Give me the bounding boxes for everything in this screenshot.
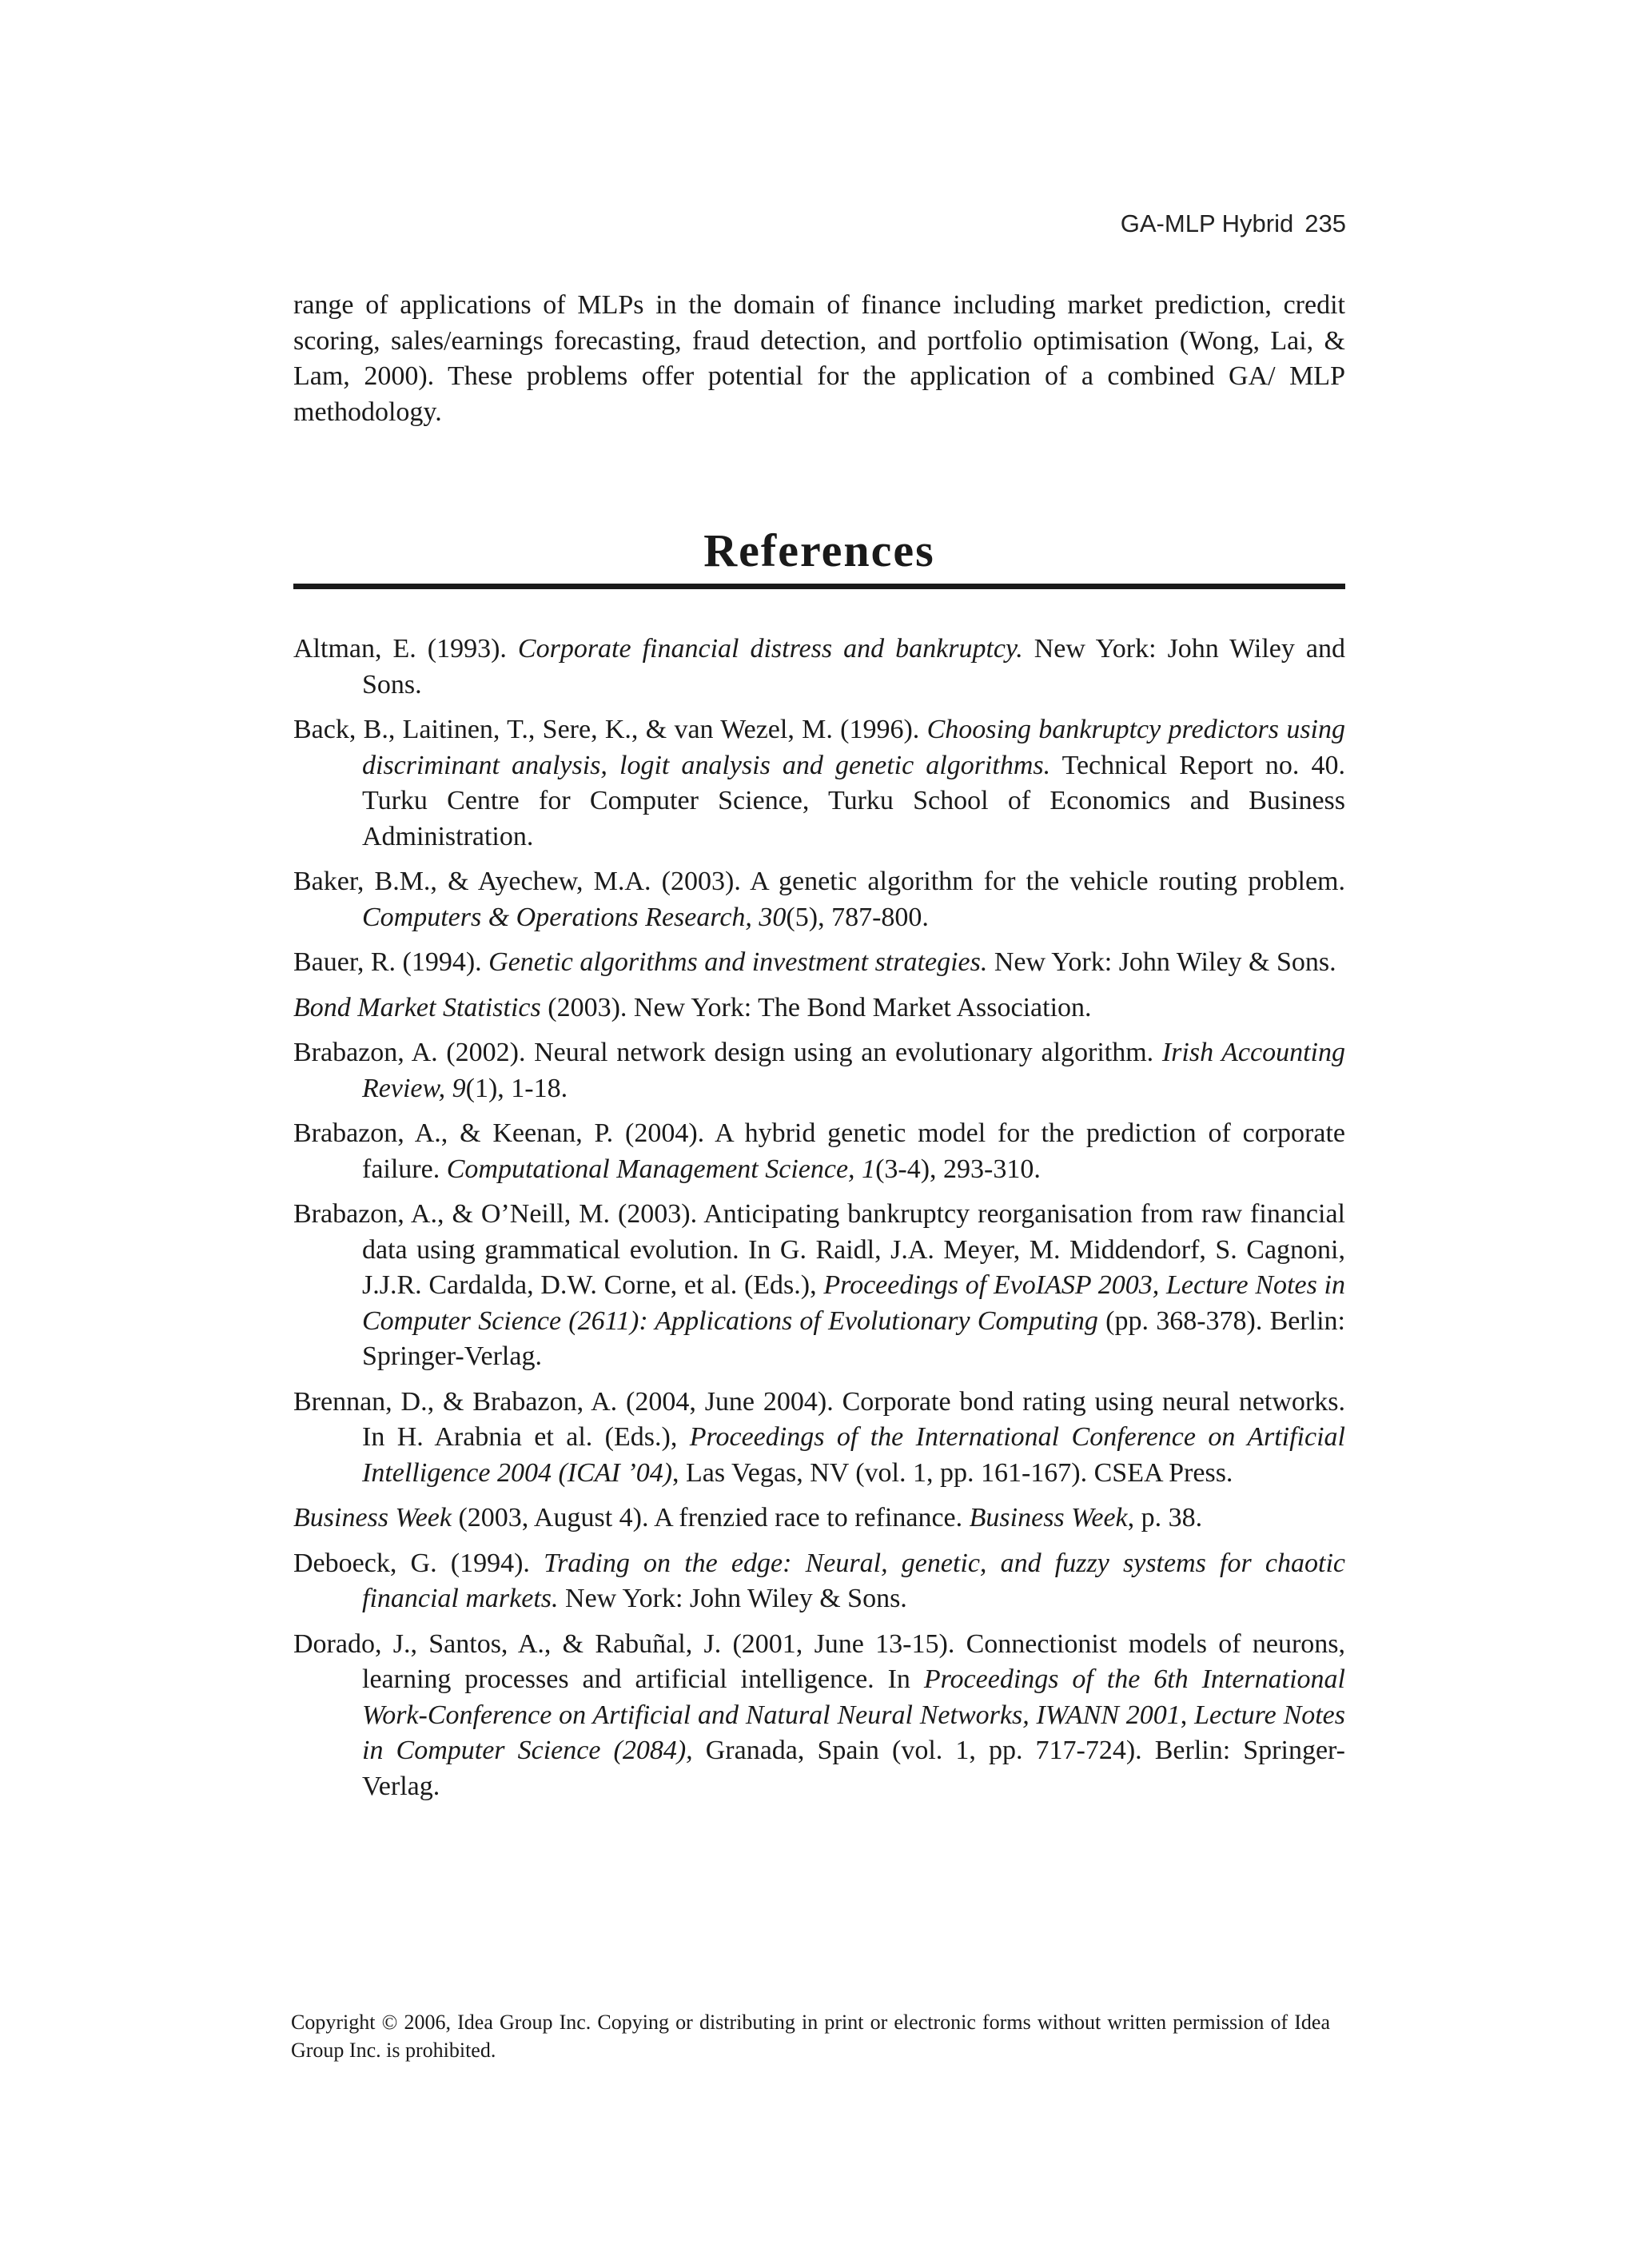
- intro-paragraph: range of applications of MLPs in the domain of finance including market prediction, credit scoring, sales/earnings forecasting, fraud detection, and portfolio optimisation (Wong, Lai, & Lam, 2000). These problems offer potential for the application of a combined GA/ MLP methodology.: [293, 290, 1345, 427]
- reference-item: Bauer, R. (1994). Genetic algorithms and investment strategies. New York: John Wiley & Sons.: [293, 947, 1336, 977]
- reference-item: Business Week (2003, August 4). A frenzied race to refinance. Business Week, p. 38.: [293, 1503, 1203, 1533]
- copyright-notice: Copyright © 2006, Idea Group Inc. Copying or distributing in print or electronic forms without written permission of Idea Group Inc. is prohibited.: [291, 2011, 1330, 2062]
- reference-item: Altman, E. (1993). Corporate financial distress and bankruptcy. New York: John Wiley and Sons.: [293, 634, 1345, 700]
- reference-item: Brabazon, A., & Keenan, P. (2004). A hybrid genetic model for the prediction of corporate failure. Computational Management Science, 1(3-4), 293-310.: [293, 1118, 1345, 1184]
- reference-item: Brennan, D., & Brabazon, A. (2004, June 2004). Corporate bond rating using neural networks. In H. Arabnia et al. (Eds.), Proceedings of the International Conference on Artificial Intelligence 2004 (ICAI ’04), Las Vegas, NV (vol. 1, pp. 161-167). CSEA Press.: [293, 1386, 1345, 1488]
- reference-item: Brabazon, A., & O’Neill, M. (2003). Anticipating bankruptcy reorganisation from raw financial data using grammatical evolution. In G. Raidl, J.A. Meyer, M. Middendorf, S. Cagnoni, J.J.R. Cardalda, D.W. Corne, et al. (Eds.), Proceedings of EvoIASP 2003, Lecture Notes in Computer Science (2611): Applications of Evolutionary Computing (pp. 368-378). Berlin: Springer-Verlag.: [293, 1199, 1345, 1371]
- running-title: GA-MLP Hybrid: [1120, 209, 1294, 237]
- reference-item: Dorado, J., Santos, A., & Rabuñal, J. (2001, June 13-15). Connectionist models of neurons, learning processes and artificial intelligence. In Proceedings of the 6th International Work-Conference on Artificial and Natural Neural Networks, IWANN 2001, Lecture Notes in Computer Science (2084), Granada, Spain (vol. 1, pp. 717-724). Berlin: Springer-Verlag.: [293, 1628, 1346, 1801]
- reference-item: Back, B., Laitinen, T., Sere, K., & van Wezel, M. (1996). Choosing bankruptcy predictors using discriminant analysis, logit analysis and genetic algorithms. Technical Report no. 40. Turku Centre for Computer Science, Turku School of Economics and Business Administration.: [293, 715, 1345, 851]
- reference-list: [293, 632, 1345, 1814]
- reference-item: Brabazon, A. (2002). Neural network design using an evolutionary algorithm. Irish Accounting Review, 9(1), 1-18.: [293, 1038, 1345, 1103]
- reference-item: Deboeck, G. (1994). Trading on the edge: Neural, genetic, and fuzzy systems for chaotic financial markets. New York: John Wiley & Sons.: [293, 1548, 1345, 1613]
- reference-item: Baker, B.M., & Ayechew, M.A. (2003). A genetic algorithm for the vehicle routing problem. Computers & Operations Research, 30(5), 787-800.: [293, 867, 1345, 932]
- heading-rule: [293, 584, 1345, 589]
- references-heading: References: [703, 524, 935, 576]
- reference-item: Bond Market Statistics (2003). New York: The Bond Market Association.: [293, 992, 1092, 1022]
- page-number: 235: [1304, 209, 1346, 237]
- running-header: [1121, 209, 1346, 238]
